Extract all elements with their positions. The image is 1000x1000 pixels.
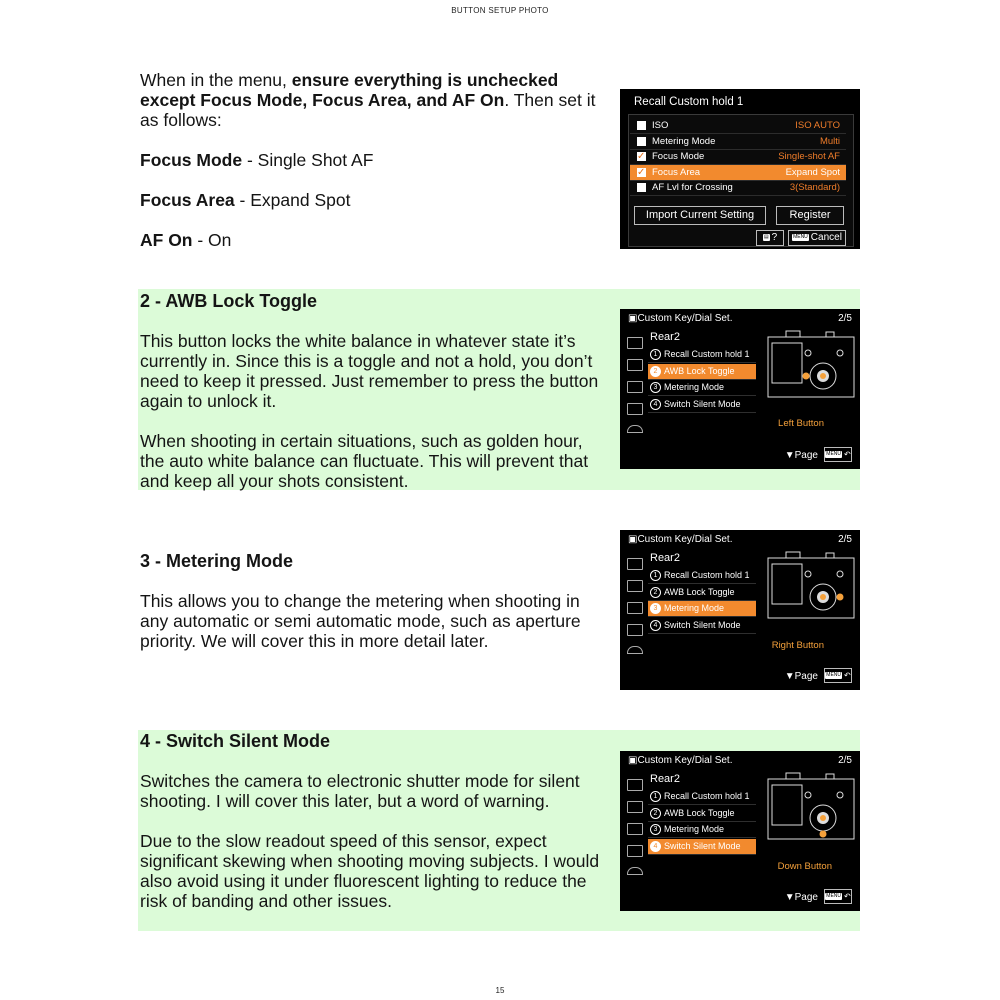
section-2-paragraph-1: This button locks the white balance in whatever state it’s currently in. Since this is a toggle and not a hold, you don’t need to keep it pressed. Just remember to press the button again to unlock it. xyxy=(140,331,599,411)
section-4-paragraph-1: Switches the camera to electronic shutter mode for silent shooting. I will cover this later, but a word of warning. xyxy=(140,771,580,811)
key-assign-item[interactable] xyxy=(648,601,756,617)
page-control[interactable] xyxy=(785,450,818,461)
item-number-icon: 3 xyxy=(650,824,661,835)
item-number-icon: 4 xyxy=(650,620,661,631)
custom-key-screen-right xyxy=(620,530,860,690)
focus-mode-line xyxy=(140,150,610,170)
recall-row[interactable] xyxy=(630,134,846,150)
item-number-icon: 2 xyxy=(650,808,661,819)
help-button[interactable] xyxy=(756,230,784,246)
custom-key-screen-left xyxy=(620,309,860,469)
wheel-tab-icon[interactable] xyxy=(627,425,643,433)
item-number-icon: 2 xyxy=(650,366,661,377)
camera-icon: ▣ xyxy=(628,534,638,545)
screen-header-label: Custom Key/Dial Set. xyxy=(637,755,733,766)
item-number-icon: 2 xyxy=(650,587,661,598)
recall-row-value: ISO AUTO xyxy=(795,120,840,131)
button-position-label: Down Button xyxy=(777,861,832,872)
screen-header xyxy=(628,534,733,545)
intro-paragraph xyxy=(140,70,610,130)
screen-page-indicator: 2/5 xyxy=(838,313,852,324)
focus-area-value: - Expand Spot xyxy=(234,190,351,210)
wheel-tab-icon[interactable] xyxy=(627,646,643,654)
section-4-text xyxy=(140,771,610,911)
recall-row-value: Single-shot AF xyxy=(778,151,840,162)
key-assign-item-label: AWB Lock Toggle xyxy=(664,586,735,597)
dial-tab-icon[interactable] xyxy=(627,845,643,857)
recall-row-label: AF Lvl for Crossing xyxy=(652,182,733,193)
screen-page-indicator: 2/5 xyxy=(838,755,852,766)
focus-mode-label: Focus Mode xyxy=(140,150,243,170)
section-2-paragraph-2: When shooting in certain situations, such as golden hour, the auto white balance can fluctuate. This will prevent that and keep all your shots consistent. xyxy=(140,431,589,491)
key-assign-item-label: AWB Lock Toggle xyxy=(664,807,735,818)
camera-icon: ▣ xyxy=(628,313,638,324)
section-3-text xyxy=(140,591,610,651)
back-arrow-icon: ↶ xyxy=(844,671,851,680)
button-position-label: Right Button xyxy=(771,640,824,651)
wheel-tab-icon[interactable] xyxy=(627,867,643,875)
focus-mode-value: - Single Shot AF xyxy=(242,150,374,170)
folder-tab-icon[interactable] xyxy=(627,558,643,570)
camera-back-diagram-icon xyxy=(766,329,856,399)
page-label: Page xyxy=(794,892,818,903)
recall-row-label: ISO xyxy=(652,120,669,131)
key-assign-item[interactable] xyxy=(648,380,756,396)
page-number: 15 xyxy=(495,986,505,995)
focus-area-label: Focus Area xyxy=(140,190,235,210)
back-button[interactable] xyxy=(824,447,852,462)
key-assign-item[interactable] xyxy=(648,397,756,413)
menu-tag: MENU xyxy=(826,893,842,900)
page-label: Page xyxy=(794,671,818,682)
folder-tab-icon[interactable] xyxy=(627,337,643,349)
page-dial-icon: ▼ xyxy=(784,671,795,682)
recall-row[interactable] xyxy=(630,180,846,196)
group-label: Rear2 xyxy=(650,552,680,564)
back-button[interactable] xyxy=(824,668,852,683)
key-assign-item-label: AWB Lock Toggle xyxy=(664,365,735,376)
af-on-line xyxy=(140,230,610,250)
folder-tab-icon[interactable] xyxy=(627,779,643,791)
item-number-icon: 1 xyxy=(650,349,661,360)
unchecked-checkbox-icon[interactable] xyxy=(637,137,646,146)
item-number-icon: 4 xyxy=(650,841,661,852)
menu-tag: MENU xyxy=(826,672,842,679)
recall-row-label: Focus Area xyxy=(652,166,701,178)
import-current-setting-button[interactable]: Import Current Setting xyxy=(634,206,766,225)
group-label: Rear2 xyxy=(650,773,680,785)
key-assign-item[interactable] xyxy=(648,585,756,601)
screen-header xyxy=(628,313,733,324)
lens-tab-icon[interactable] xyxy=(627,602,643,614)
page-control[interactable] xyxy=(785,671,818,682)
key-assign-item-label: Switch Silent Mode xyxy=(664,840,741,851)
key-assign-item-label: Switch Silent Mode xyxy=(664,619,741,630)
page-header: BUTTON SETUP PHOTO xyxy=(451,6,549,15)
help-icon: ▤ xyxy=(763,233,769,240)
section-2-text xyxy=(140,331,610,491)
recall-row[interactable] xyxy=(630,165,846,181)
key-assign-item[interactable] xyxy=(648,839,756,855)
intro-pre: When in the menu, xyxy=(140,70,292,90)
side-tab-icons xyxy=(620,329,646,449)
key-assign-item[interactable] xyxy=(648,618,756,634)
key-assign-item-label: Metering Mode xyxy=(664,603,725,613)
camera-icon: ▣ xyxy=(628,755,638,766)
camera-back-diagram-icon xyxy=(766,550,856,620)
dial-tab-icon[interactable] xyxy=(627,403,643,415)
recall-row-value: Expand Spot xyxy=(785,166,840,178)
screen-page-indicator: 2/5 xyxy=(838,534,852,545)
camera-back-diagram-icon xyxy=(766,771,856,841)
recall-title: Recall Custom hold 1 xyxy=(634,96,744,108)
recall-row[interactable] xyxy=(630,149,846,165)
intro-bold: ensure everything is unchecked except Focus Mode, Focus Area, and AF On xyxy=(140,70,559,110)
recall-row-value: Multi xyxy=(819,135,840,147)
item-number-icon: 3 xyxy=(650,603,661,614)
screen-header xyxy=(628,755,733,766)
item-number-icon: 4 xyxy=(650,399,661,410)
page-label: Page xyxy=(794,450,818,461)
key-assign-item-label: Metering Mode xyxy=(664,824,725,834)
screen-header-label: Custom Key/Dial Set. xyxy=(637,534,733,545)
help-label: ? xyxy=(771,232,778,243)
menu-tag: MENU xyxy=(793,233,808,240)
lens-tab-icon[interactable] xyxy=(627,823,643,835)
unchecked-checkbox-icon[interactable] xyxy=(637,183,646,192)
key-assign-item-label: Recall Custom hold 1 xyxy=(664,570,750,580)
intro-text xyxy=(140,70,610,250)
focus-area-line xyxy=(140,190,610,210)
cancel-label: Cancel xyxy=(810,232,842,243)
section-2-title: 2 - AWB Lock Toggle xyxy=(140,291,318,311)
group-label: Rear2 xyxy=(650,331,680,343)
page-control[interactable] xyxy=(785,892,818,903)
register-button[interactable]: Register xyxy=(776,206,844,225)
cancel-button[interactable] xyxy=(788,230,846,246)
key-assign-item[interactable] xyxy=(648,347,756,363)
key-assign-item-label: Recall Custom hold 1 xyxy=(664,791,750,801)
page-dial-icon: ▼ xyxy=(784,450,795,461)
page-dial-icon: ▼ xyxy=(784,892,795,903)
menu-tag: MENU xyxy=(826,451,842,458)
side-tab-icons xyxy=(620,550,646,670)
back-button[interactable] xyxy=(824,889,852,904)
section-3-title: 3 - Metering Mode xyxy=(140,551,294,571)
key-assign-item[interactable] xyxy=(648,822,756,838)
recall-row-label: Focus Mode xyxy=(652,151,705,162)
af-on-value: - On xyxy=(192,230,232,250)
camera-body-tab-icon[interactable] xyxy=(627,580,643,592)
item-number-icon: 1 xyxy=(650,570,661,581)
recall-row-value: 3(Standard) xyxy=(789,182,840,193)
key-assign-item-label: Switch Silent Mode xyxy=(664,398,741,409)
camera-body-tab-icon[interactable] xyxy=(627,359,643,371)
back-arrow-icon: ↶ xyxy=(844,892,851,901)
camera-body-tab-icon[interactable] xyxy=(627,801,643,813)
section-4-paragraph-2: Due to the slow readout speed of this sensor, expect significant skewing when shooting moving subjects. I would also avoid using it under fluorescent lighting to reduce the risk of banding and other issues. xyxy=(140,831,600,911)
section-4-title: 4 - Switch Silent Mode xyxy=(140,731,331,751)
key-assign-item-label: Recall Custom hold 1 xyxy=(664,349,750,359)
key-assign-item-label: Metering Mode xyxy=(664,382,725,392)
key-assign-item[interactable] xyxy=(648,789,756,805)
recall-custom-hold-screen xyxy=(620,89,860,249)
item-number-icon: 1 xyxy=(650,791,661,802)
dial-tab-icon[interactable] xyxy=(627,624,643,636)
button-position-label: Left Button xyxy=(778,418,824,429)
intro-post: . Then set it as follows: xyxy=(140,90,596,130)
side-tab-icons xyxy=(620,771,646,891)
key-assign-item[interactable] xyxy=(648,806,756,822)
unchecked-checkbox-icon[interactable] xyxy=(637,121,646,130)
custom-key-screen-down xyxy=(620,751,860,911)
item-number-icon: 3 xyxy=(650,382,661,393)
recall-row-label: Metering Mode xyxy=(652,135,716,147)
recall-row[interactable] xyxy=(630,118,846,134)
af-on-label: AF On xyxy=(140,230,193,250)
checked-checkbox-icon[interactable] xyxy=(637,168,646,177)
back-arrow-icon: ↶ xyxy=(844,450,851,459)
section-3-paragraph-1: This allows you to change the metering when shooting in any automatic or semi automatic mode, such as aperture priority. We will cover this in more detail later. xyxy=(140,591,581,651)
lens-tab-icon[interactable] xyxy=(627,381,643,393)
key-assign-item[interactable] xyxy=(648,568,756,584)
key-assign-item[interactable] xyxy=(648,364,756,380)
checked-checkbox-icon[interactable] xyxy=(637,152,646,161)
screen-header-label: Custom Key/Dial Set. xyxy=(637,313,733,324)
